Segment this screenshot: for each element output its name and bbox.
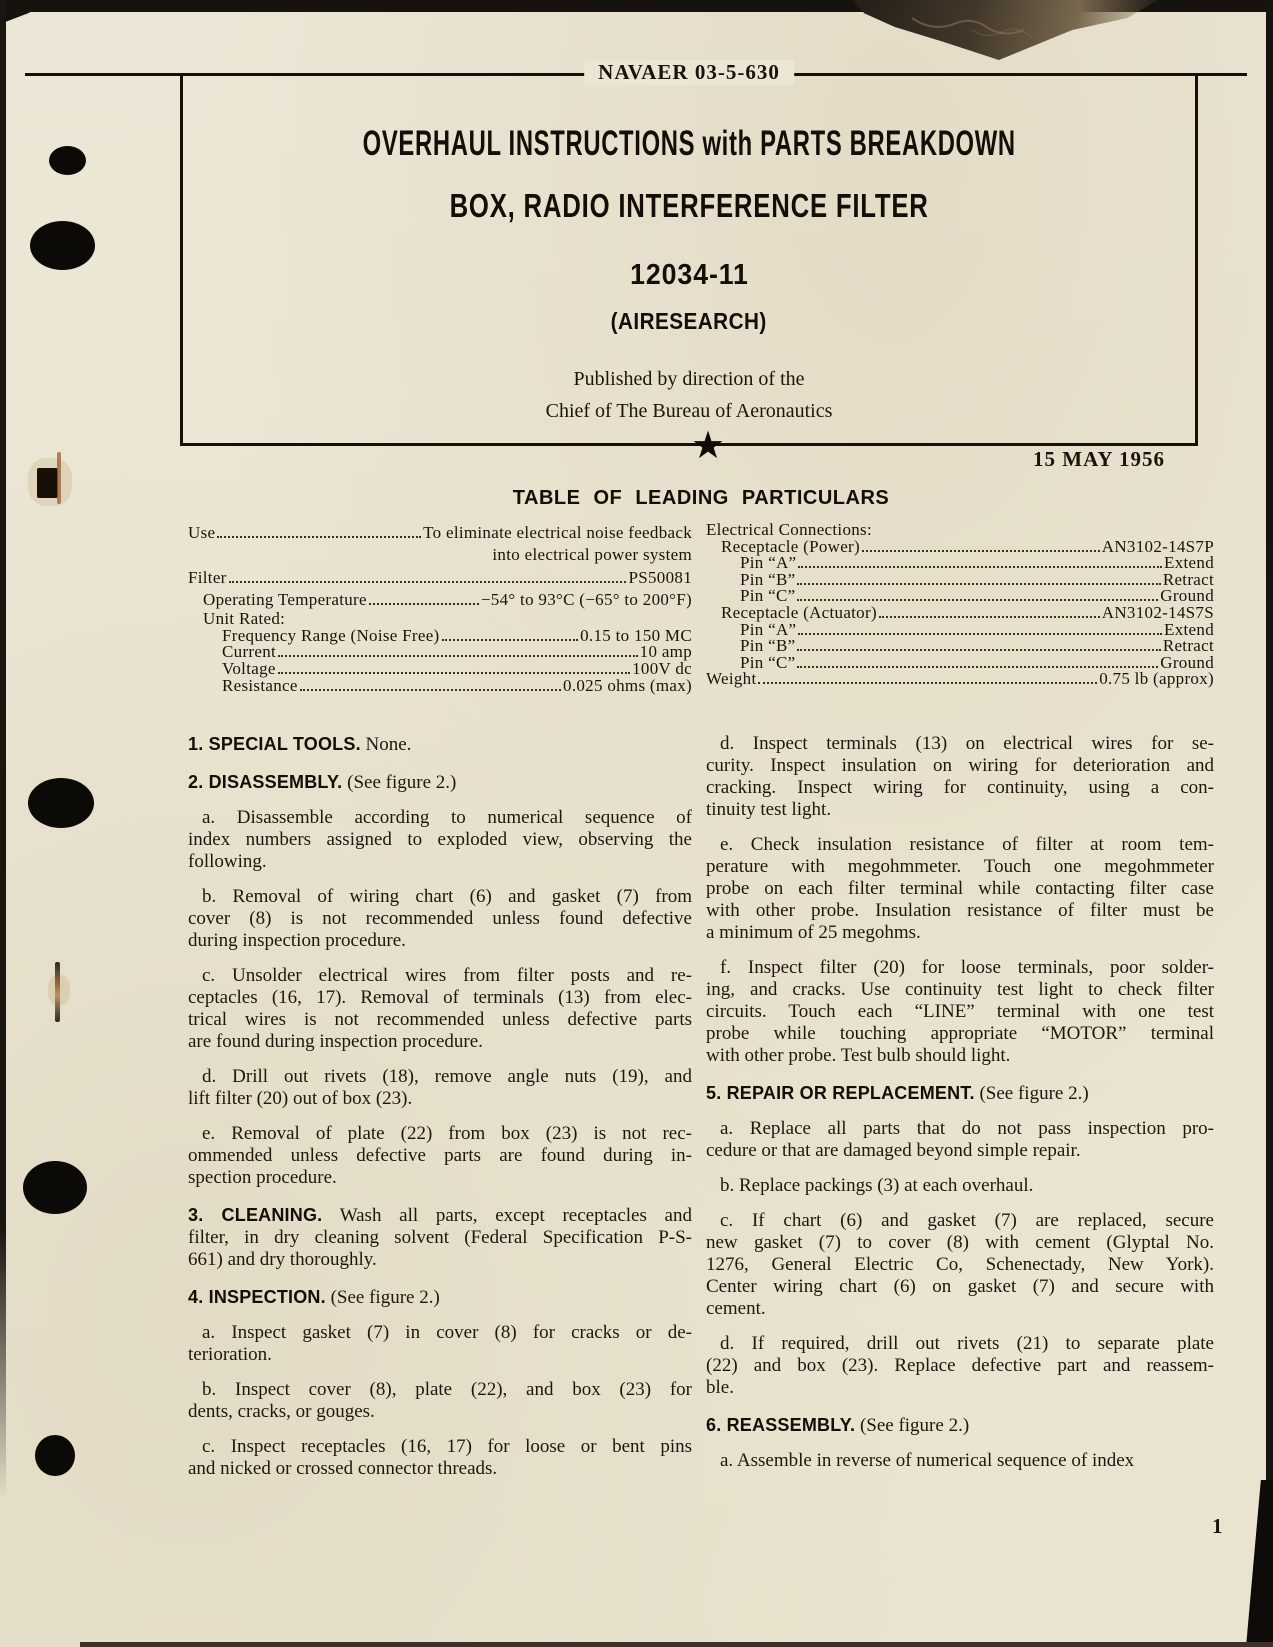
particulars-value: 0.75 lb (approx) (1099, 669, 1214, 689)
section-heading (706, 1414, 1214, 1437)
text-line: d. Inspect terminals (13) on electrical wires for se- (720, 733, 1214, 754)
section-heading (706, 1082, 1214, 1105)
particulars-value: −54° to 93°C (−65° to 200°F) (480, 589, 692, 609)
text-line: circuits. Touch each “LINE” terminal with one test (706, 1001, 1214, 1022)
particulars-row (706, 671, 1214, 688)
text-line: cover (8) is not recommended unless found defective (188, 908, 692, 929)
particulars-value-continuation: into electrical power system (492, 545, 692, 565)
text-section (706, 1414, 1214, 1472)
dotted-leader (278, 655, 638, 657)
text-line: e. Removal of plate (22) from box (23) is not rec- (202, 1123, 692, 1144)
text-line: and nicked or crossed connector threads. (188, 1458, 498, 1479)
particulars-label: Pin “C” (740, 586, 796, 606)
text-line: probe while touching appropriate “MOTOR” terminal (706, 1023, 1214, 1044)
paragraph (188, 1066, 692, 1110)
text-line: dents, cracks, or gouges. (188, 1401, 375, 1422)
particulars-label: Pin “C” (740, 652, 796, 672)
title-box (180, 60, 1198, 471)
section-heading-tail: (See figure 2.) (974, 1083, 1089, 1104)
section-heading-tail: Wash all parts, except receptacles and (322, 1205, 692, 1226)
particulars-value: 100V dc (632, 658, 692, 678)
particulars-value: Extend (1164, 619, 1214, 639)
text-line: ommended unless defective parts are found during in- (188, 1145, 692, 1166)
text-line: curity. Inspect insulation on wiring for deterioration and (706, 755, 1214, 776)
text-line: b. Replace packings (3) at each overhaul. (720, 1175, 1034, 1196)
paragraph (188, 965, 692, 1053)
text-line: with other probe. Insulation resistance of filter must be (706, 900, 1214, 921)
particulars-row (188, 567, 692, 589)
scan-edge-right (1266, 0, 1273, 1647)
text-line: f. Inspect filter (20) for loose terminals, poor solder- (720, 957, 1214, 978)
text-section (188, 771, 692, 1189)
paragraph (706, 1333, 1214, 1399)
text-line: lift filter (20) out of box (23). (188, 1088, 413, 1109)
particulars-value: Ground (1160, 652, 1214, 672)
page-number: 1 (1212, 1514, 1223, 1538)
particulars-value: 0.025 ohms (max) (563, 675, 692, 695)
text-line: c. If chart (6) and gasket (7) are replaced, secure (720, 1210, 1214, 1231)
text-line: ceptacles (16, 17). Removal of terminals (13) from elec- (188, 987, 692, 1008)
dotted-leader (798, 566, 1162, 568)
particulars-label: Voltage (222, 658, 276, 678)
particulars-label: Use (188, 523, 216, 542)
text-line: d. If required, drill out rivets (21) to separate plate (720, 1333, 1214, 1354)
particulars-label: Weight (706, 669, 757, 689)
particulars-value: Extend (1164, 553, 1214, 573)
section-heading (188, 1204, 692, 1227)
published-line1: Published by direction of the (573, 368, 805, 390)
section-heading (188, 771, 692, 794)
particulars-value: AN3102-14S7S (1101, 602, 1214, 622)
dotted-leader (217, 536, 421, 538)
particulars-label: Electrical Connections: (706, 520, 872, 539)
text-section (188, 733, 692, 756)
particulars-label: Frequency Range (Noise Free) (222, 625, 440, 645)
particulars-label: Unit Rated: (203, 609, 286, 629)
body-right-column (706, 733, 1214, 1480)
particulars-label: Filter (188, 567, 227, 587)
paragraph (706, 1118, 1214, 1162)
particulars-label: Pin “B” (740, 636, 796, 656)
dotted-leader (797, 583, 1160, 585)
section-heading-tail: (See figure 2.) (325, 1287, 440, 1308)
particulars-row (188, 589, 692, 611)
scan-edge-bottom (80, 1642, 1273, 1647)
particulars-label: Pin “B” (740, 569, 796, 589)
particulars-left-column (188, 522, 692, 694)
publication-date: 15 MAY 1956 (1033, 447, 1165, 471)
body-left-column (188, 733, 692, 1480)
text-section (706, 1082, 1214, 1399)
particulars-value: 10 amp (639, 642, 692, 662)
text-line: a. Inspect gasket (7) in cover (8) for cracks or de- (202, 1322, 692, 1343)
text-line: cracking. Inspect wiring for continuity, using a con- (706, 777, 1214, 798)
text-line: d. Drill out rivets (18), remove angle nuts (19), and (202, 1066, 692, 1087)
text-line: new gasket (7) to cover (8) with cement (Glyptal No. (706, 1232, 1214, 1253)
text-line: cement. (706, 1298, 766, 1319)
dotted-leader (862, 550, 1100, 552)
particulars-value: Retract (1162, 636, 1214, 656)
hole-punch-mark (35, 1435, 75, 1476)
doc-number: NAVAER 03-5-630 (584, 60, 794, 85)
paragraph (188, 1322, 692, 1366)
paragraph (188, 1379, 692, 1423)
section-heading-bold: 3. CLEANING. (188, 1205, 323, 1225)
text-line: (22) and box (23). Replace defective part and reassem- (706, 1355, 1214, 1376)
text-line: ing, and cracks. Use continuity test light to check filter (706, 979, 1214, 1000)
text-line: c. Unsolder electrical wires from filter posts and re- (202, 965, 692, 986)
text-line: b. Inspect cover (8), plate (22), and box (23) for (202, 1379, 692, 1400)
section-heading-tail: None. (360, 734, 412, 755)
particulars-label: Operating Temperature (203, 589, 367, 609)
hole-punch-mark (49, 146, 86, 175)
section-heading-tail: (See figure 2.) (342, 772, 457, 793)
text-line: a. Replace all parts that do not pass inspection pro- (720, 1118, 1214, 1139)
particulars-value: Ground (1160, 586, 1214, 606)
dotted-leader (758, 682, 1097, 684)
particulars-label: Pin “A” (740, 553, 797, 573)
paragraph (706, 1175, 1214, 1197)
particulars-value: PS50081 (628, 567, 692, 587)
dotted-leader (797, 666, 1158, 668)
text-line: are found during inspection procedure. (188, 1031, 483, 1052)
paragraph (706, 834, 1214, 944)
particulars-label: Current (222, 642, 277, 662)
text-line: tinuity test light. (706, 799, 832, 820)
section-heading-bold: 5. REPAIR OR REPLACEMENT. (706, 1083, 975, 1103)
scan-corner-top-left (0, 0, 54, 24)
dotted-leader (369, 603, 479, 605)
paragraph (706, 1210, 1214, 1320)
section-heading (188, 1286, 692, 1309)
dotted-leader (797, 599, 1158, 601)
text-section (706, 733, 1214, 1067)
hole-punch-mark (28, 778, 94, 828)
particulars-title: TABLE OF LEADING PARTICULARS (512, 487, 890, 509)
paragraph (188, 1123, 692, 1189)
text-line: a. Disassemble according to numerical sequence of (202, 807, 692, 828)
particulars-value: 0.15 to 150 MC (580, 625, 692, 645)
text-line: a minimum of 25 megohms. (706, 922, 921, 943)
paragraph (706, 957, 1214, 1067)
dotted-leader (798, 633, 1162, 635)
doc-title-line2: BOX, RADIO INTERFERENCE FILTER (449, 187, 929, 224)
body-text (188, 733, 1214, 1480)
text-line: probe on each filter terminal while contacting filter case (706, 878, 1214, 899)
text-line: e. Check insulation resistance of filter at room tem- (720, 834, 1214, 855)
dotted-leader (229, 581, 627, 583)
text-line: following. (188, 851, 267, 872)
text-line: c. Inspect receptacles (16, 17) for loose or bent pins (202, 1436, 692, 1457)
doc-title-line1: OVERHAUL INSTRUCTIONS with PARTS BREAKDOWN (362, 124, 1016, 163)
text-line: filter, in dry cleaning solvent (Federal Specification P-S- (188, 1227, 692, 1248)
scan-corner-bottom-right (1246, 1480, 1273, 1647)
particulars-value: To eliminate electrical noise feedback (423, 523, 692, 542)
dotted-leader (442, 639, 579, 641)
particulars-label: Pin “A” (740, 619, 797, 639)
text-line: with other probe. Test bulb should light. (706, 1045, 1011, 1066)
particulars-row (188, 675, 692, 695)
text-line: index numbers assigned to exploded view, observing the (188, 829, 692, 850)
dotted-leader (300, 689, 561, 691)
manufacturer-name: (AIRESEARCH) (610, 308, 768, 334)
part-number: 12034-11 (629, 259, 749, 291)
section-heading-bold: 2. DISASSEMBLY. (188, 772, 343, 792)
text-line: perature with megohmmeter. Touch one megohmmeter (706, 856, 1214, 877)
text-line: cedure or that are damaged beyond simple repair. (706, 1140, 1081, 1161)
torn-corner-stain (852, 0, 1158, 60)
particulars-label: Resistance (222, 675, 298, 695)
section-heading-bold: 1. SPECIAL TOOLS. (188, 734, 361, 754)
text-line: a. Assemble in reverse of numerical sequence of index (720, 1450, 1135, 1471)
text-line: trical wires is not recommended unless defective parts (188, 1009, 692, 1030)
scan-edge-left (0, 0, 6, 1500)
hole-punch-mark (30, 221, 95, 270)
staple-rust-mark (57, 452, 61, 504)
section-heading-bold: 4. INSPECTION. (188, 1287, 326, 1307)
particulars-label: Receptacle (Actuator) (721, 602, 877, 622)
paragraph (706, 733, 1214, 821)
text-line: during inspection procedure. (188, 930, 406, 951)
text-line: spection procedure. (188, 1167, 337, 1188)
text-line: Center wiring chart (6) on gasket (7) and secure with (706, 1276, 1214, 1297)
staple-mark (55, 962, 60, 1022)
dotted-leader (278, 672, 630, 674)
dotted-leader (879, 616, 1100, 618)
particulars-right-column (706, 522, 1214, 694)
text-line: b. Removal of wiring chart (6) and gasket (7) from (202, 886, 692, 907)
particulars-value: AN3102-14S7P (1101, 536, 1214, 556)
paragraph (188, 807, 692, 873)
hole-punch-mark (23, 1161, 87, 1214)
text-section (188, 1286, 692, 1480)
particulars-table (188, 522, 1214, 694)
published-line2: Chief of The Bureau of Aeronautics (545, 400, 833, 422)
particulars-row (188, 522, 692, 544)
section-heading-tail: (See figure 2.) (855, 1415, 970, 1436)
text-line: 1276, General Electric Co, Schenectady, New York). (706, 1254, 1214, 1275)
paragraph (706, 1450, 1214, 1472)
paragraph (188, 1436, 692, 1480)
particulars-value: Retract (1162, 569, 1214, 589)
particulars-label: Receptacle (Power) (721, 536, 860, 556)
staple-mark (37, 468, 58, 498)
section-heading-bold: 6. REASSEMBLY. (706, 1415, 856, 1435)
text-line: 661) and dry thoroughly. (188, 1249, 377, 1270)
text-section (188, 1204, 692, 1271)
text-line: terioration. (188, 1344, 272, 1365)
text-line: ble. (706, 1377, 734, 1398)
section-heading (188, 733, 692, 756)
star-icon: ★ (691, 425, 726, 467)
paragraph (188, 886, 692, 952)
dotted-leader (797, 649, 1160, 651)
